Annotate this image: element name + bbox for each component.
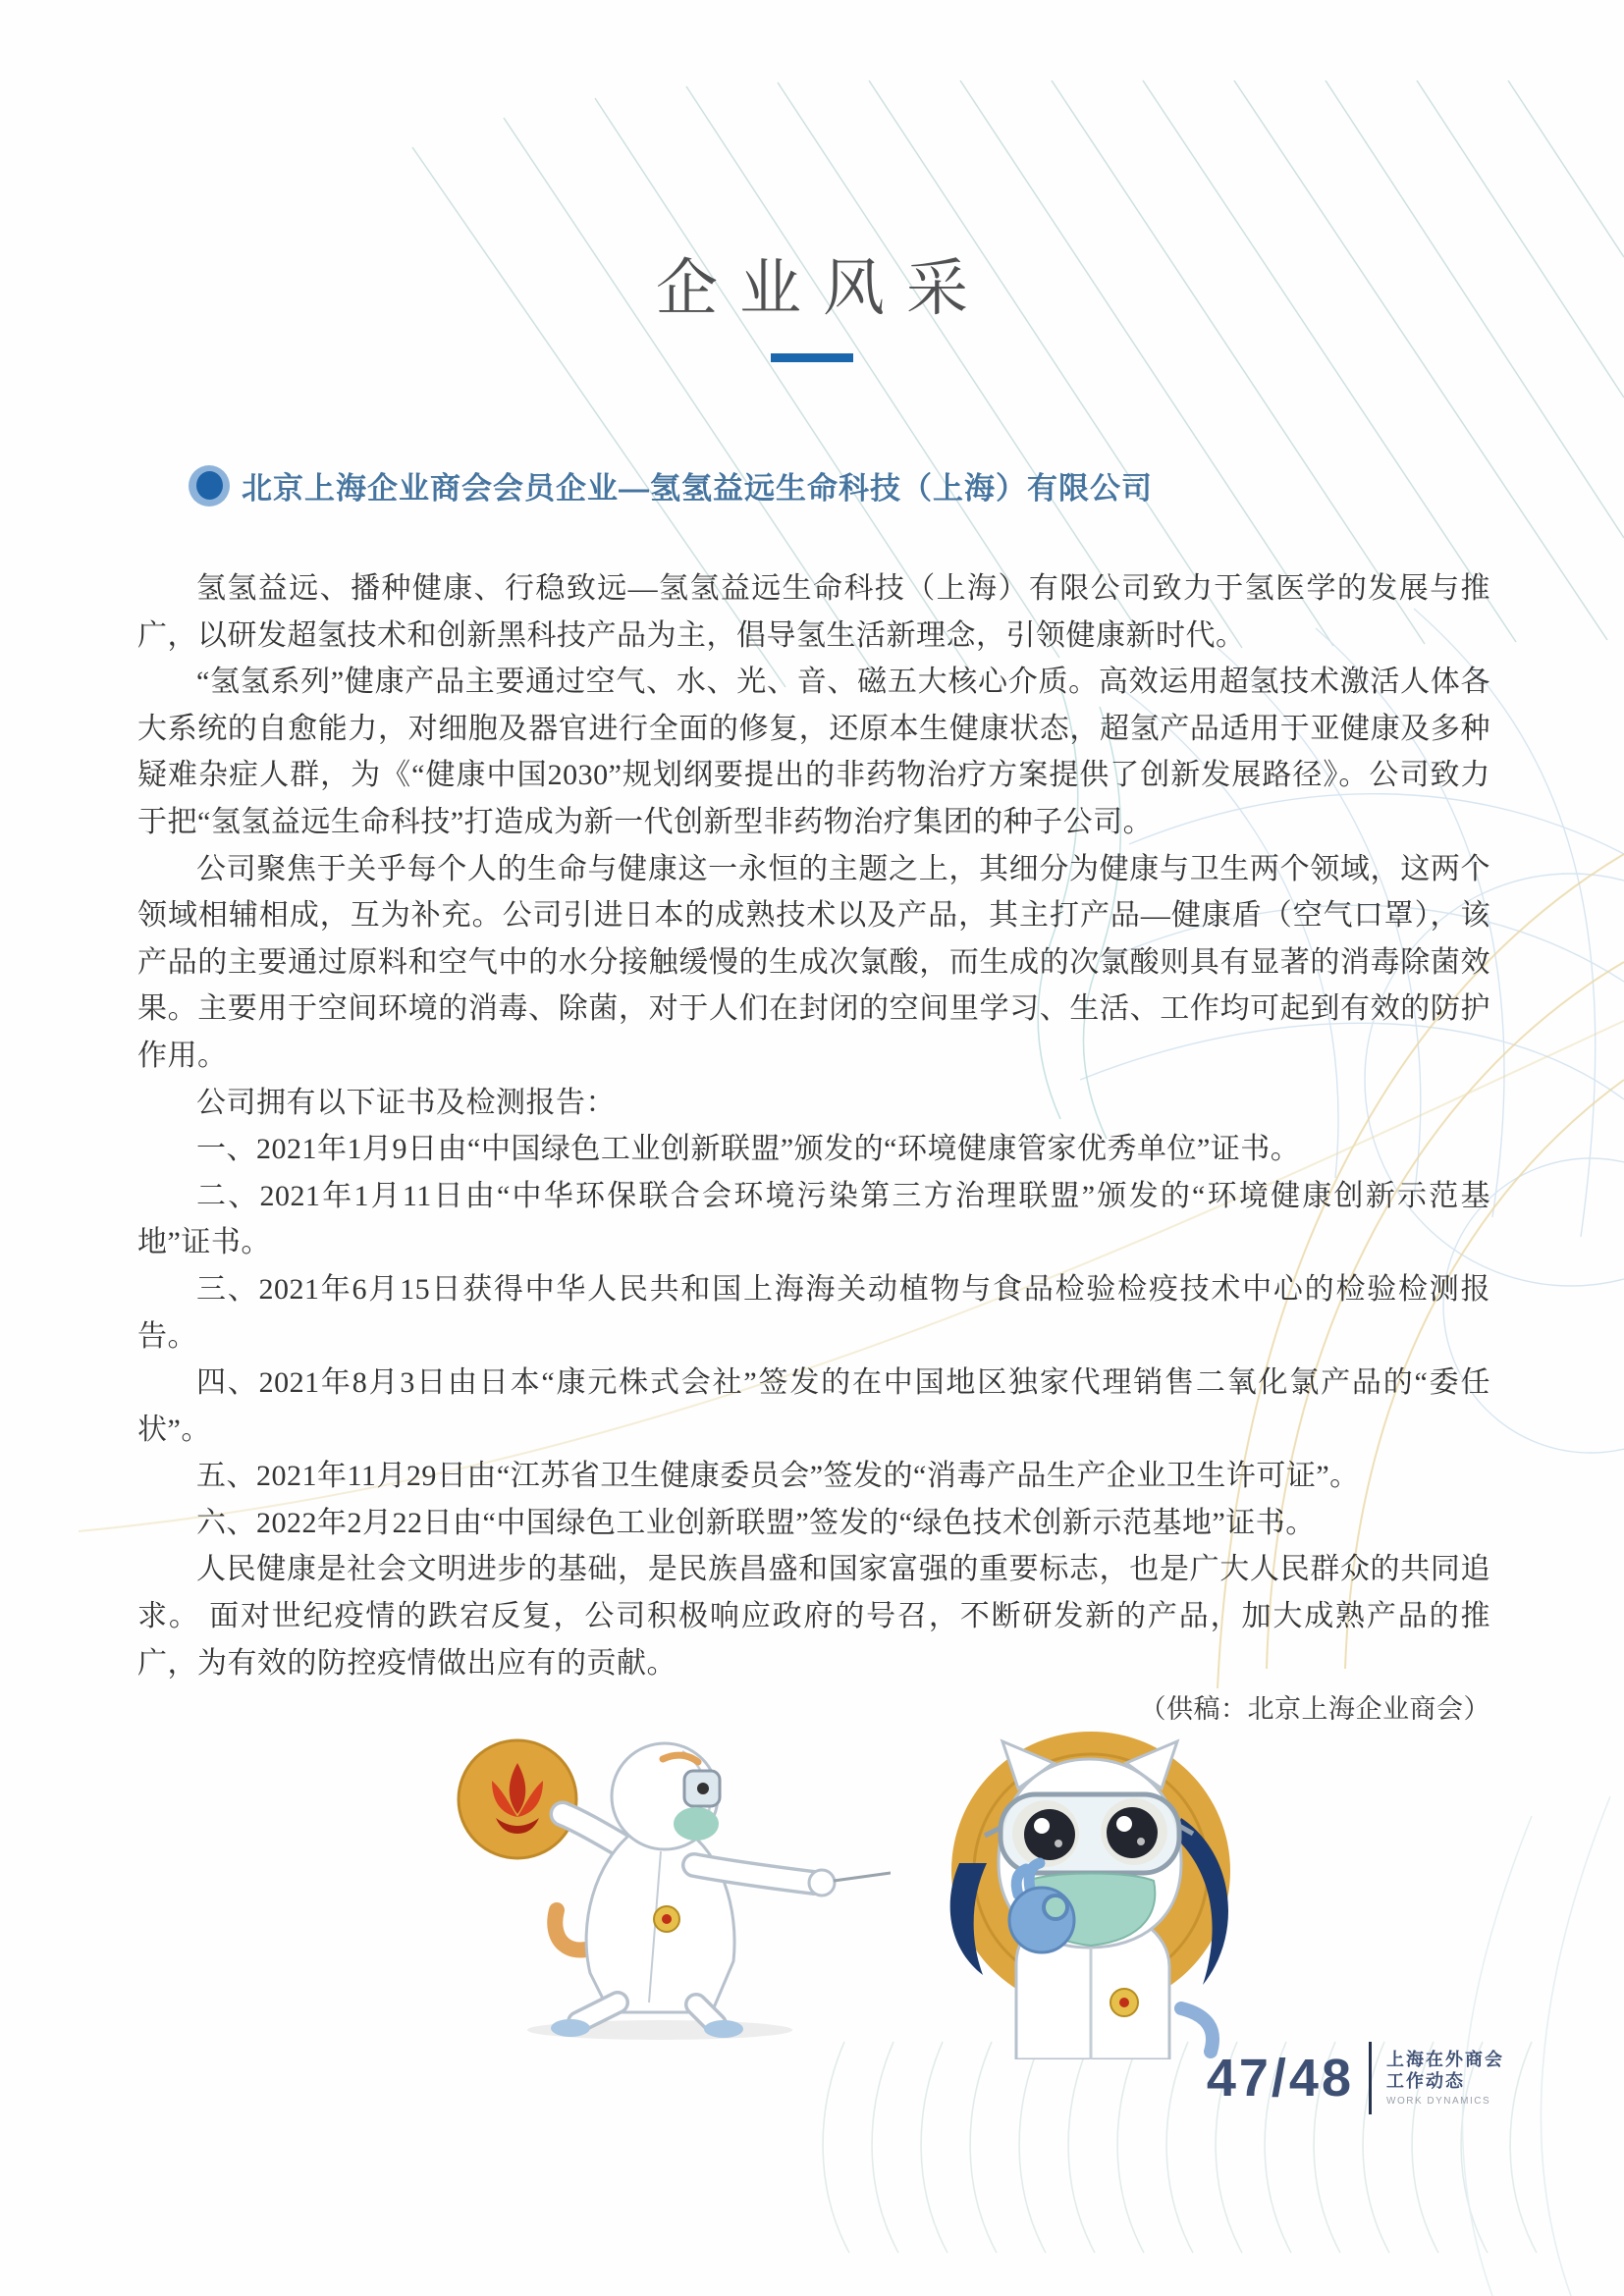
footer-divider [1369, 2042, 1372, 2114]
paragraph: “氢氢系列”健康产品主要通过空气、水、光、音、磁五大核心介质。高效运用超氢技术激活人体各大系统的自愈能力，对细胞及器官进行全面的修复，还原本生健康状态，超氢产品适用于亚健康及多种疑难杂症人群，为《“健康中国2030”规划纲要提出的非药物治疗方案提供了创新发展路径》。公司致力于把“氢氢益远生命科技”打造成为新一代创新型非药物治疗集团的种子公司。 [137, 666, 1490, 838]
certificate-item: 四、2021年8月3日由日本“康元株式会社”签发的在中国地区独家代理销售二氧化氯产品的“委任状”。 [137, 1366, 1490, 1446]
section-heading-text: 北京上海企业商会会员企业—氢氢益远生命科技（上海）有限公司 [242, 471, 1153, 506]
article [137, 565, 1490, 1734]
org-subtitle: 工作动态 [1386, 2071, 1465, 2092]
certificate-item: 二、2021年1月11日由“中华环保联合会环境污染第三方治理联盟”颁发的“环境健康创新示范基地”证书。 [137, 1179, 1490, 1259]
paragraph: 氢氢益远、播种健康、行稳致远—氢氢益远生命科技（上海）有限公司致力于氢医学的发展与推广，以研发超氢技术和创新黑科技产品为主，倡导氢生活新理念，引领健康新时代。 [137, 572, 1490, 652]
certificate-item: 五、2021年11月29日由“江苏省卫生健康委员会”签发的“消毒产品生产企业卫生许可证”。 [196, 1460, 1360, 1493]
byline: （供稿：北京上海企业商会） [1139, 1694, 1490, 1725]
title-underline [771, 353, 853, 362]
paragraph: 公司聚焦于关乎每个人的生命与健康这一永恒的主题之上，其细分为健康与卫生两个领域，这两个领域相辅相成，互为补充。公司引进日本的成熟技术以及产品，其主打产品—健康盾（空气口罩），该产品的主要通过原料和空气中的水分接触缓慢的生成次氯酸，而生成的次氯酸则具有显著的消毒除菌效果。主要用于空间环境的消毒、除菌，对于人们在封闭的空间里学习、生活、工作均可起到有效的防护作用。 [137, 852, 1490, 1072]
page-footer [1207, 2042, 1504, 2114]
footer-organization [1386, 2049, 1504, 2109]
mascot-images [0, 1716, 1624, 2059]
bullet-circle-icon [189, 465, 230, 507]
org-english: WORK DYNAMICS [1386, 2095, 1491, 2107]
page-number: 47/48 [1206, 2049, 1354, 2108]
certificate-item: 一、2021年1月9日由“中国绿色工业创新联盟”颁发的“环境健康管家优秀单位”证书。 [196, 1133, 1301, 1166]
certificate-item: 六、2022年2月22日由“中国绿色工业创新联盟”签发的“绿色技术创新示范基地”证书。 [196, 1506, 1316, 1539]
mascot-okay-cat-image [924, 1716, 1254, 2059]
page-header [0, 239, 1624, 362]
certificate-item: 三、2021年6月15日获得中华人民共和国上海海关动植物与食品检验检疫技术中心的检验检测报告。 [137, 1272, 1490, 1353]
section-heading [189, 463, 1506, 507]
closing-paragraph: 人民健康是社会文明进步的基础，是民族昌盛和国家富强的重要标志，也是广大人民群众的共同追求。 面对世纪疫情的跌宕反复，公司积极响应政府的号召，不断研发新的产品，加大成熟产品的推广，为有效的防控疫情做出应有的贡献。 [137, 1553, 1490, 1680]
mascot-fencing-cat-image [370, 1716, 891, 2050]
org-name: 上海在外商会 [1386, 2049, 1504, 2069]
certificates-intro: 公司拥有以下证书及检测报告： [196, 1086, 616, 1119]
page-title: 企业风采 [656, 254, 990, 323]
